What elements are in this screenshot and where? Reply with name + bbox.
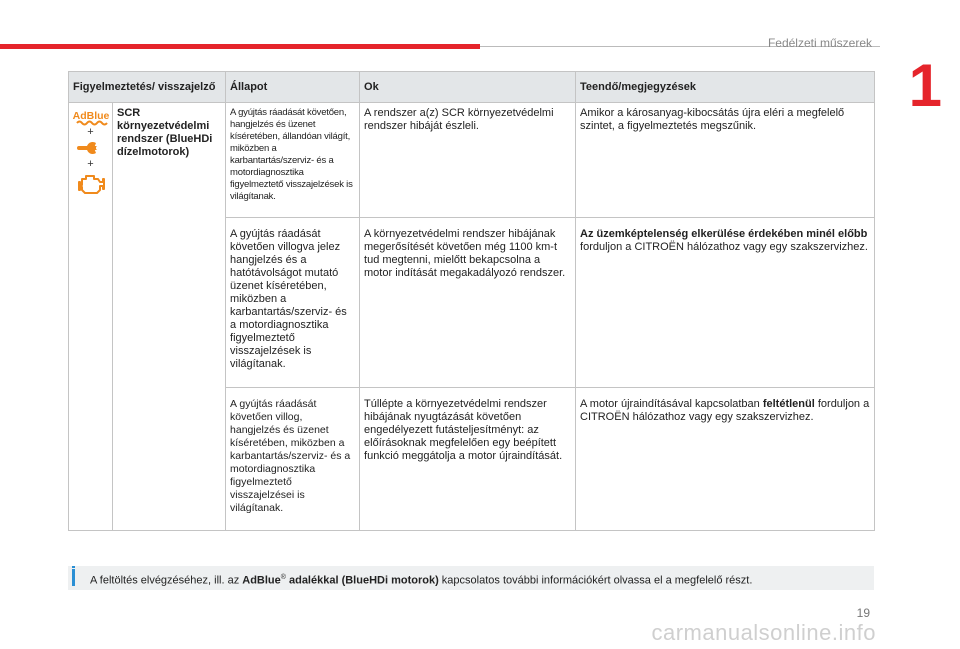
info-note-text: A feltöltés elvégzéséhez, ill. az AdBlue® adalékkal (BlueHDi motorok) kapcsolatos további információkért olvassa el a megfelelő részt. xyxy=(90,574,753,587)
engine-warning-icon xyxy=(76,172,106,194)
info-icon-dot xyxy=(72,566,75,568)
info-icon xyxy=(72,569,75,586)
ok-cell xyxy=(360,388,576,531)
table-header-row xyxy=(69,72,875,103)
ok-text: A rendszer a(z) SCR környezetvédelmi rendszer hibáját észleli. xyxy=(364,107,554,132)
warning-table xyxy=(68,71,875,531)
teendo-cell xyxy=(576,103,875,218)
table-row xyxy=(69,103,875,218)
allapot-cell xyxy=(226,388,360,531)
ok-text: A környezetvédelmi rendszer hibájának megerősítését követően még 1100 km-t tud megtenni, mielőtt bekapcsolna a motor indítását megakadályozó rendszer. xyxy=(364,228,566,279)
column-header-teendo: Teendő/megjegyzések xyxy=(576,72,875,103)
column-header-indicator: Figyelmeztetés/ visszajelző xyxy=(69,72,226,103)
teendo-cell xyxy=(576,218,875,388)
indicator-label-cell xyxy=(113,103,226,531)
allapot-text: A gyújtás ráadását követően villog, hangjelzés és üzenet kíséretében, miközben a karbantartás/szerviz- és a motordiagnosztika figyelmeztető visszajelzései is világítanak. xyxy=(230,398,351,514)
teendo-cell xyxy=(576,388,875,531)
wrench-icon xyxy=(76,140,106,156)
teendo-text: A motor újraindításával kapcsolatban feltétlenül forduljon a CITROËN hálózathoz vagy egy szakszervizhez. xyxy=(580,398,870,423)
svg-text:AdBlue: AdBlue xyxy=(72,110,109,122)
column-header-allapot: Állapot xyxy=(226,72,360,103)
ok-text: Túllépte a környezetvédelmi rendszer hibájának nyugtázását követően engedélyezett futásteljesítményt: az előírásoknak megfelelően egy beépített funkció meggátolja a motor újraindítását. xyxy=(364,398,563,462)
allapot-cell xyxy=(226,218,360,388)
ok-cell xyxy=(360,218,576,388)
header-red-bar xyxy=(0,44,480,49)
plus-sign: + xyxy=(87,158,94,170)
info-note xyxy=(68,566,874,590)
teendo-text: Amikor a károsanyag-kibocsátás újra eléri a megfelelő szintet, a figyelmeztetés megszűnik. xyxy=(580,107,845,132)
watermark: carmanualsonline.info xyxy=(651,620,876,645)
plus-sign: + xyxy=(87,126,94,138)
allapot-text: A gyújtás ráadását követően villogva jelez hangjelzés és a hatótávolságot mutató üzenet kíséretében, miközben a karbantartás/szerviz- és a motordiagnosztika figyelmeztető visszajelzések is világítanak. xyxy=(230,228,347,370)
indicator-icons-cell xyxy=(69,103,113,531)
section-title: Fedélzeti műszerek xyxy=(767,36,872,50)
column-header-ok: Ok xyxy=(360,72,576,103)
indicator-label: SCR környezetvédelmi rendszer (BlueHDi dízelmotorok) xyxy=(117,107,213,158)
teendo-text: Az üzemképtelenség elkerülése érdekében minél előbb forduljon a CITROËN hálózathoz vagy egy szakszervizhez. xyxy=(580,228,868,253)
page-number: 19 xyxy=(856,606,870,620)
adblue-icon xyxy=(72,109,110,127)
allapot-cell xyxy=(226,103,360,218)
allapot-text: A gyújtás ráadását követően, hangjelzés és üzenet kíséretében, állandóan világít, miközben a karbantartás/szerviz- és a motordiagnosztika figyelmeztető visszajelzések is világítanak. xyxy=(230,107,353,202)
chapter-number: 1 xyxy=(908,52,942,119)
ok-cell xyxy=(360,103,576,218)
